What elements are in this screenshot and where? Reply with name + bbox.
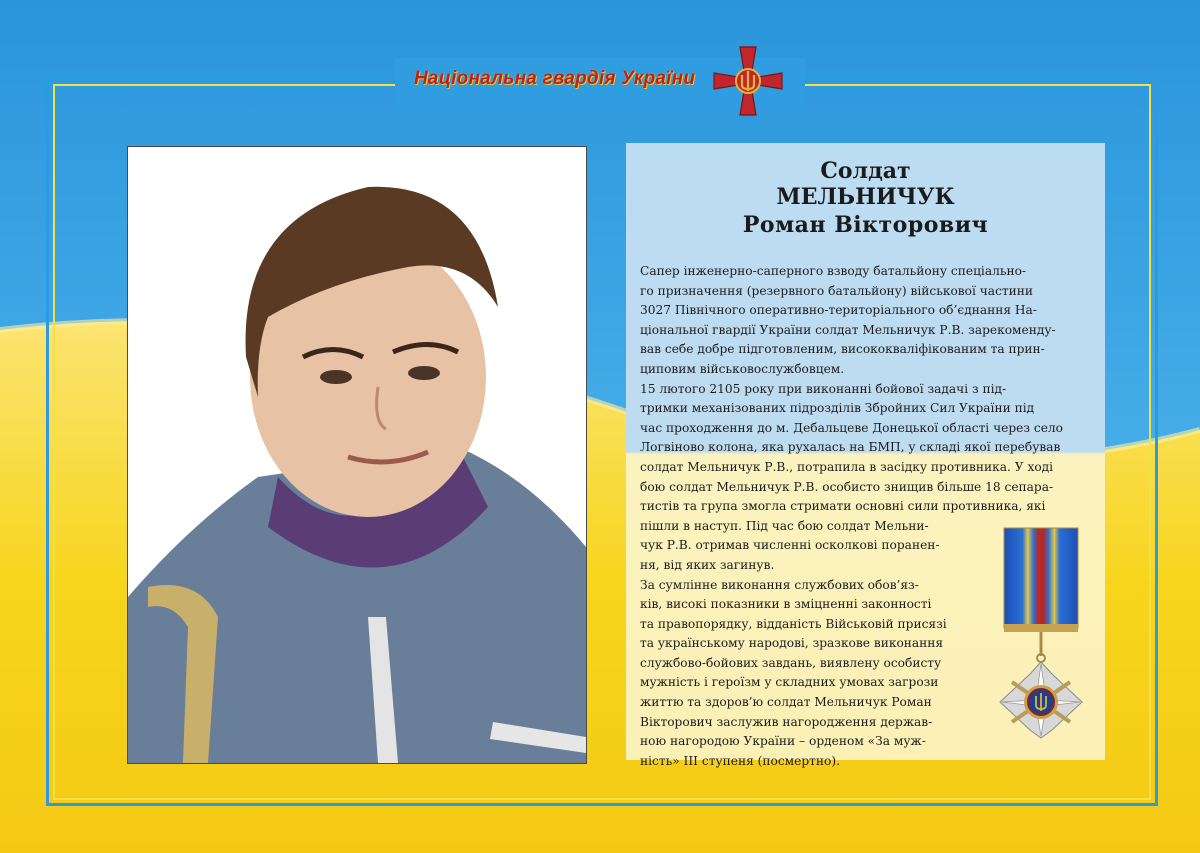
- biography-line: та правопорядку, відданість Військовій присязі: [640, 616, 947, 631]
- biography-line: За сумлінне виконання службових обов’яз-: [640, 577, 919, 592]
- biography-line: та українському народові, зразкове виконання: [640, 636, 944, 651]
- biography-line: 3027 Північного оперативно-територіального об’єднання На-: [640, 303, 1037, 318]
- biography-line: тистів та група змогла стримати основні сили противника, які: [640, 499, 1046, 514]
- biography-line: Вікторович заслужив нагородження держав-: [640, 714, 933, 729]
- biography-line: Логвіново колона, яка рухалась на БМП, у складі якої перебував: [640, 440, 1061, 455]
- biography-line: мужність і героїзм у складних умовах загрози: [640, 675, 939, 690]
- biography-line: Сапер інженерно-саперного взводу батальйону спеціально-: [640, 264, 1027, 278]
- biography-line: службово-бойових завдань, виявлену особисту: [640, 655, 942, 670]
- biography-line: ня, від яких загинув.: [640, 557, 775, 572]
- biography-line: час проходження до м. Дебальцеве Донецької області через село: [640, 420, 1064, 435]
- biography-line: вав себе добре підготовленим, висококваліфікованим та прин-: [640, 342, 1045, 357]
- biography-line: бою солдат Мельничук Р.В. особисто знищив більше 18 сепара-: [640, 479, 1054, 494]
- order-for-courage-medal-icon: [990, 524, 1094, 740]
- biography-line: циповим військовослужбовцем.: [640, 361, 845, 376]
- person-given-names: Роман Вікторович: [742, 212, 989, 238]
- biography-line: го призначення (резервного батальйону) військової частини: [640, 283, 1034, 298]
- soldier-portrait-photo: [127, 146, 587, 764]
- biography-line: ціональної гвардії України солдат Мельничук Р.В. зарекоменду-: [640, 322, 1056, 337]
- biography-line: пішли в наступ. Під час бою солдат Мельни-: [640, 518, 929, 533]
- biography-line: 15 лютого 2105 року при виконанні бойової задачі з під-: [640, 381, 1007, 396]
- organization-title: Національна гвардія України: [414, 68, 696, 89]
- national-guard-cross-trident-icon: [712, 45, 784, 117]
- biography-line: ною нагородою України – орденом «За муж-: [640, 734, 926, 749]
- biography-line: ність» ІІІ ступеня (посмертно).: [640, 753, 840, 768]
- biography-line: ків, високі показники в зміцненні законності: [640, 597, 932, 612]
- biography-line: чук Р.В. отримав численні осколкові поранен-: [640, 538, 940, 553]
- person-rank: Солдат: [820, 158, 911, 184]
- biography-line: тримки механізованих підрозділів Збройних Сил України під: [640, 401, 1035, 416]
- biography-line: солдат Мельничук Р.В., потрапила в засідку противника. У ході: [640, 459, 1054, 474]
- person-surname: МЕЛЬНИЧУК: [776, 184, 955, 210]
- biography-line: життю та здоров’ю солдат Мельничук Роман: [640, 695, 932, 710]
